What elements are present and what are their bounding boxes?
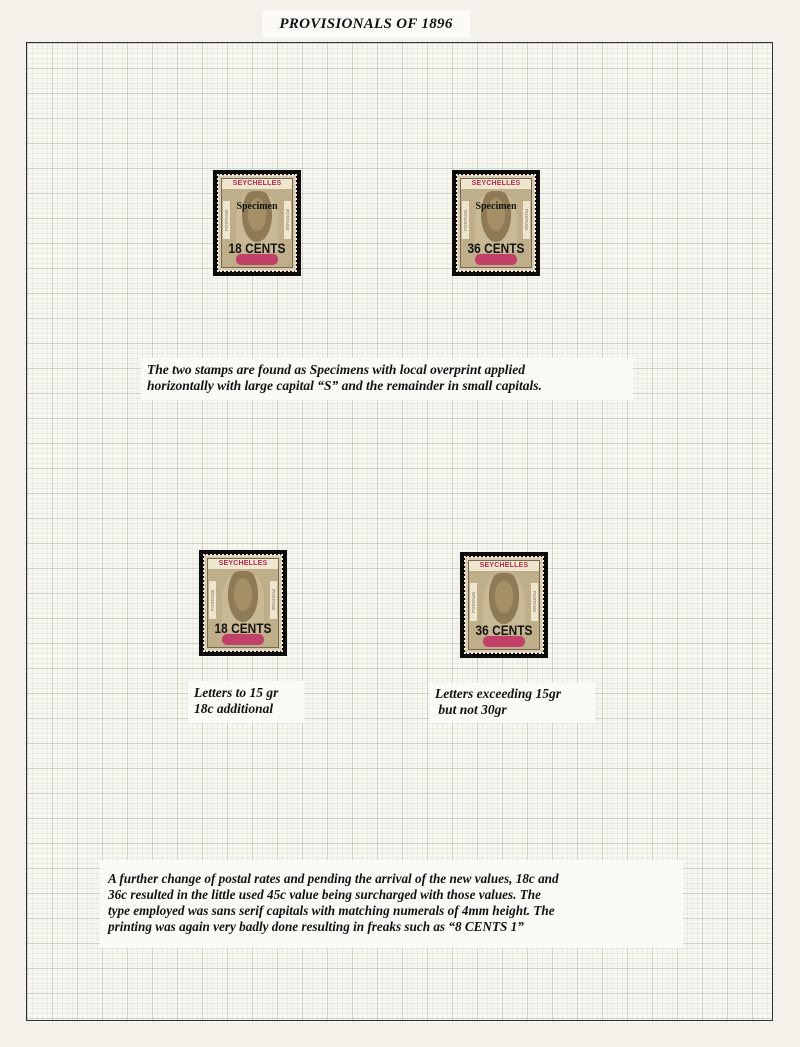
caption-line: 36c resulted in the little used 45c value being surcharged with those values. The <box>108 887 541 902</box>
caption-line: but not 30gr <box>435 702 507 717</box>
surcharge-overprint: 18 CENTS <box>228 240 286 256</box>
specimen-overprint: Specimen <box>475 201 517 212</box>
stamp-design <box>468 560 540 650</box>
history-caption <box>100 860 683 948</box>
page-title: PROVISIONALS OF 1896 <box>262 10 470 38</box>
stamp-mount-36c <box>460 552 548 658</box>
stamp-mount-specimen-18c <box>213 170 301 276</box>
specimen-overprint: Specimen <box>236 201 278 212</box>
stamp-side-label: POSTAGE <box>270 581 277 619</box>
caption-line: 18c additional <box>194 701 274 716</box>
stamp-36c <box>465 557 543 653</box>
stamp-side-label: POSTAGE <box>523 201 530 239</box>
rate-18c-caption <box>188 681 304 723</box>
stamp-side-label: POSTAGE <box>470 583 477 621</box>
stamp-design <box>221 178 293 268</box>
stamp-country-label: SEYCHELLES <box>461 179 531 189</box>
surcharge-overprint: 18 CENTS <box>214 620 272 636</box>
caption-line: The two stamps are found as Specimens with local overprint applied <box>147 362 526 377</box>
stamp-design <box>460 178 532 268</box>
stamp-side-label: POSTAGE <box>209 581 216 619</box>
specimens-caption <box>141 358 633 400</box>
stamp-specimen-18c <box>218 175 296 271</box>
stamp-mount-specimen-36c <box>452 170 540 276</box>
rate-36c-caption <box>429 683 595 723</box>
stamp-country-label: SEYCHELLES <box>222 179 292 189</box>
stamp-country-label: SEYCHELLES <box>208 559 278 569</box>
stamp-side-label: POSTAGE <box>223 201 230 239</box>
stamp-18c <box>204 555 282 651</box>
caption-line: Letters exceeding 15gr <box>435 686 561 701</box>
caption-line: Letters to 15 gr <box>194 685 279 700</box>
stamp-country-label: SEYCHELLES <box>469 561 539 571</box>
stamp-mount-18c <box>199 550 287 656</box>
caption-line: A further change of postal rates and pending the arrival of the new values, 18c and <box>108 871 559 886</box>
caption-line: horizontally with large capital “S” and the remainder in small capitals. <box>147 378 542 393</box>
surcharge-overprint: 36 CENTS <box>467 240 525 256</box>
stamp-side-label: POSTAGE <box>531 583 538 621</box>
stamp-side-label: POSTAGE <box>462 201 469 239</box>
surcharge-overprint: 36 CENTS <box>475 622 533 638</box>
stamp-side-label: POSTAGE <box>284 201 291 239</box>
caption-line: type employed was sans serif capitals with matching numerals of 4mm height. The <box>108 903 555 918</box>
stamp-specimen-36c <box>457 175 535 271</box>
stamp-design <box>207 558 279 648</box>
caption-line: printing was again very badly done resulting in freaks such as “8 CENTS 1” <box>108 919 524 934</box>
